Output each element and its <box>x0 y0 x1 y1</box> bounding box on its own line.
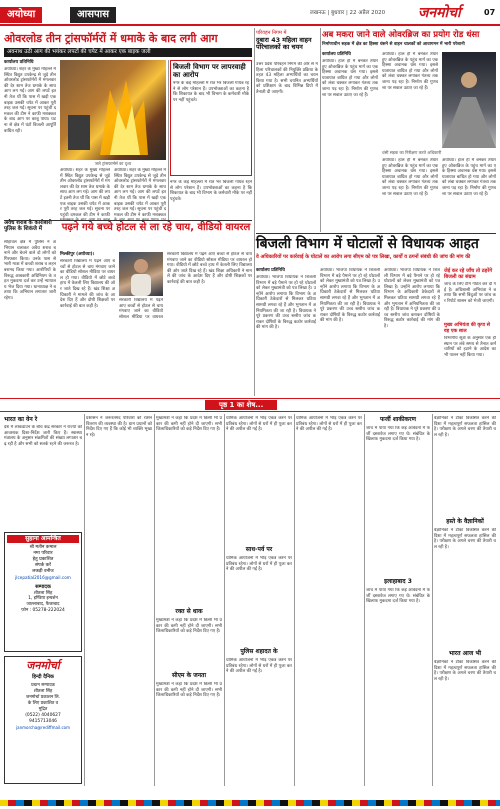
continued-col6-title: हस्ते के वैज्ञानिकों <box>446 518 484 525</box>
banner-subhead: वे अधिकारियों पर कार्रवाई के घोटालें का आरोप लगा सीएम को पत्र लिखा, कार्यों व ठगनों संबंधी की जांच की मांग की <box>256 254 471 260</box>
story1-subhead: अवनाथ उठी आग की भयंकर लपटों की चपेट में आकर एक बाइक जली <box>4 48 252 57</box>
ad-line-0: श्री मतीन कमाल <box>29 545 57 550</box>
ad-contact-2: जाल्लाबाद, फैजाबाद <box>26 601 60 607</box>
continued-label: पृष्ठ 1 का शेष... <box>205 400 277 410</box>
continued-col3-title: रक्त से धाक <box>175 608 203 615</box>
fire-icon <box>60 60 166 160</box>
overbridge-body-col3: अयोध्या। हाल ही में बनकर तैयार हुए ओवरब्रिज के पहुंच मार्ग का एक हिस्सा अचानक धंस गया। इससे यातायात बाधित हो गया और लोगों को लंबा चक्कर लगाकर गंतव्य तक जाना पड़ रहा है। निर्माण की गुणवत्ता पर सवाल उठाए जा रहे हैं। <box>382 158 438 197</box>
col-rule <box>84 414 85 786</box>
overbridge-body-col4: अयोध्या। हाल ही में बनकर तैयार हुए ओवरब्रिज के पहुंच मार्ग का एक हिस्सा अचानक धंस गया। इससे यातायात बाधित हो गया और लोगों को लंबा चक्कर लगाकर गंतव्य तक जाना पड़ रहा है। निर्माण की गुणवत्ता पर सवाल उठाए जा रहे हैं। <box>442 158 496 197</box>
continued-col3-title2: सीएम के जनता <box>171 672 207 679</box>
masthead-logo: जनमोर्चा <box>418 5 461 21</box>
col-rule <box>364 414 365 786</box>
continued-col4-title: साध-पर्व पर <box>245 546 273 553</box>
ad-title: सुहाना आमन्त्रित <box>7 535 79 543</box>
students-body-col2: सरकारी विद्यालय में पढ़ने आए बच्चों से होटल से चाय मंगवाए जाने का वीडियो सोशल मीडिया पर वायरल <box>119 298 163 319</box>
imprint-line-6: 9415713046 <box>29 718 57 724</box>
liquor-body: सोहावल क्षेत्र में पुलिस ने अभियान चलाकर अवैध शराब बनाने और बेचने वाले दो लोगों को गिरफ्तार किया। उनके पास से भारी मात्रा में कच्ची शराब व लहन बरामद किया गया। आरोपियों के विरुद्ध आबकारी अधिनियम के तहत मुकदमा दर्ज कर उन्हें न्यायालय भेज दिया गया। थानाध्यक्ष ने बताया कि अभियान लगातार जारी रहेगा। <box>4 240 56 301</box>
col-rule <box>154 414 155 786</box>
overbridge-body-col2: अयोध्या। हाल ही में बनकर तैयार हुए ओवरब्रिज के पहुंच मार्ग का एक हिस्सा अचानक धंस गया। इससे यातायात बाधित हो गया और लोगों को लंबा चक्कर लगाकर गंतव्य तक जाना पड़ रहा है। निर्माण की गुणवत्ता पर सवाल उठाए जा रहे हैं। <box>382 52 438 91</box>
ad-email[interactable]: jlcepatial2016@gmail.com <box>15 575 71 580</box>
continued-col1-title: भारत का वेन रे <box>4 416 38 423</box>
ad-contact-3: फ़ोन : 05278-222024 <box>21 607 65 613</box>
imprint-title: हिन्दी दैनिक <box>32 673 54 680</box>
ad-contact-1: 1, इण्डिया इन्वर्शन <box>28 596 58 602</box>
col-rule <box>320 28 321 232</box>
masthead-strip <box>0 2 500 26</box>
col-rule <box>168 60 169 220</box>
imprint-masthead: जनमोर्चा <box>26 659 60 672</box>
section-tab-aaspaas: आसपास <box>70 7 116 23</box>
imprint-line-3: के लिए प्रकाशित व <box>27 700 59 706</box>
banner-body-col1: अयोध्या। भाजपा विधायक ने बिजली विभाग में बड़े पैमाने पर हो रहे घोटालों को लेकर मुख्यमंत्री को पत्र लिखा है। उन्होंने आरोप लगाया कि विभाग के अधिकारी ठेकेदारों से मिलकर घटिया सामग्री लगवा रहे हैं और भुगतान में अनियमितता की जा रही है। विधायक ने पूरे प्रकरण की उच्च स्तरीय जांच कराकर दोषियों के विरुद्ध कठोर कार्रवाई की मांग की है। <box>256 275 316 331</box>
continued-col4b-body: धार्मिक आयोजनों में भीड़ एकत्र करने पर प्रतिबंध रहेगा। लोगों से घरों में ही पूजा करने की अपील की गई है। <box>296 416 362 433</box>
transport-kicker: परिवहन निगम में <box>256 30 287 36</box>
banner-rule <box>256 233 496 234</box>
fire-photo-caption: जले ट्रांसफार्मर्स का दृश्य <box>94 161 132 166</box>
continued-col4-body-b: धार्मिक आयोजनों में भीड़ एकत्र करने पर प्रतिबंध रहेगा। लोगों से घरों में ही पूजा करने की अपील की गई है। <box>226 556 292 573</box>
inquiry-sub-body: विभागीय सूत्रों के अनुसार एक ही स्थान पर लंबे समय से तैनात कर्मचारियों को हटाने के आदेश का भी पालन नहीं किया गया। <box>444 336 496 358</box>
continued-col3-body-c: मुख्यमंत्री ने कहा कि प्रदेश में किसी भी प्रकार की कमी नहीं होने दी जाएगी। सभी जिलाधिकारियों को कड़े निर्देश दिए गए हैं। <box>156 682 222 699</box>
ad-contact-title: सम्पादक <box>35 584 51 590</box>
continued-col5-title: फर्जी शाकीकरण <box>380 416 416 423</box>
imprint-line-4: मुद्रित <box>38 706 48 712</box>
power-box-title: बिजली विभाग पर लापरवाही का आरोप <box>173 63 246 79</box>
liquor-title: अवैध शराब के कारोबारी पुलिस के शिकंजे में <box>4 220 52 233</box>
road-icon <box>442 52 496 148</box>
transport-body: उत्तर प्रदेश परिवहन निगम की ओर से महिला परिचालकों की नियुक्ति प्रक्रिया के तहत 43 महिला अभ्यर्थियों का चयन किया गया है। सभी चयनित अभ्यर्थियों को प्रशिक्षण के बाद विभिन्न डिपो में तैनाती दी जाएगी। <box>256 62 318 95</box>
banner-reporter: कार्यालय प्रतिनिधि <box>256 268 285 273</box>
continued-col5-body-b: जांच में पाया गया कि कई आवेदनों में फर्जी दस्तावेज लगाए गए थे। संबंधित के खिलाफ मुकदमा दर्ज किया गया है। <box>366 588 430 605</box>
students-reporter: मिल्कीपुर (अयोध्या)। <box>60 252 95 257</box>
overbridge-photo <box>442 52 496 148</box>
overbridge-reporter: कार्यालय प्रतिनिधि <box>322 52 351 57</box>
col-rule <box>432 414 433 786</box>
inquiry-body: जांच के लिए टीम गठित कर दी गई है। अधिशासी अभियंता ने बताया कि सभी बिंदुओं पर जांच कर रिपोर्ट शासन को भेजी जाएगी। <box>444 282 496 304</box>
story1-headline: ओवरलोड तीन ट्रांसफॉर्मरों में धमाके के बाद लगी आग <box>4 32 218 45</box>
banner-body-col3: अयोध्या। भाजपा विधायक ने बिजली विभाग में बड़े पैमाने पर हो रहे घोटालों को लेकर मुख्यमंत्री को पत्र लिखा है। उन्होंने आरोप लगाया कि विभाग के अधिकारी ठेकेदारों से मिलकर घटिया सामग्री लगवा रहे हैं और भुगतान में अनियमितता की जा रही है। विधायक ने पूरे प्रकरण की उच्च स्तरीय जांच कराकर दोषियों के विरुद्ध कठोर कार्रवाई की मांग की है। <box>384 268 440 329</box>
continued-col5-title2: इलाहाबाद 3 <box>384 578 412 585</box>
continued-col4-body-a: धार्मिक आयोजनों में भीड़ एकत्र करने पर प्रतिबंध रहेगा। लोगों से घरों में ही पूजा करने की अपील की गई है। <box>226 416 292 433</box>
imprint-line-2: जनमोर्चा प्रकाशन लि. <box>25 694 61 700</box>
power-box <box>170 60 252 176</box>
ad-line-3: संपर्क करें <box>34 563 52 568</box>
continued-col2-body: प्रशासन ने जरूरतमंद परिवारों को राशन वितरण की व्यवस्था की है। ग्राम प्रधानों को निर्देश दिए गए हैं कि कोई भी व्यक्ति भूखा न रहे। <box>86 416 152 438</box>
continued-col6-body-c: वैज्ञानिकों ने टीका विकसित करने की दिशा में महत्वपूर्ण सफलता हासिल की है। परीक्षण के अगले चरण की तैयारी चल रही है। <box>434 660 496 682</box>
continued-col1-body: देश में लॉकडाउन के बीच केंद्र सरकार ने राज्यों को आवश्यक दिशा-निर्देश जारी किए हैं। स्वास्थ्य मंत्रालय के अनुसार संक्रमितों की संख्या लगातार बढ़ रही है और सभी को सतर्क रहने की जरूरत है। <box>4 425 82 447</box>
ad-contact-0: शीतला सिंह <box>33 590 53 596</box>
classified-ad <box>4 532 82 652</box>
fire-photo <box>60 60 166 160</box>
overbridge-caption: धंसी सड़क का निरीक्षण करते अधिकारी <box>382 150 442 155</box>
continued-col6-body-a: वैज्ञानिकों ने टीका विकसित करने की दिशा में महत्वपूर्ण सफलता हासिल की है। परीक्षण के अगले चरण की तैयारी चल रही है। <box>434 416 496 438</box>
ad-line-1: नमा परिवार <box>33 551 53 556</box>
overbridge-headline: अब मकरा जाने वाले ओवरब्रिज का प्रयोग रोड धंसा <box>322 30 480 40</box>
transport-headline: दुबारा 43 महिला वाहन परिचालकों का चयन <box>256 36 312 52</box>
continued-col5-body-a: जांच में पाया गया कि कई आवेदनों में फर्जी दस्तावेज लगाए गए थे। संबंधित के खिलाफ मुकदमा दर्ज किया गया है। <box>366 426 430 443</box>
banner-headline: बिजली विभाग में घोटालों से विधायक आहत <box>256 236 479 252</box>
continued-strip <box>0 398 500 412</box>
students-body-col3: सरकारी विद्यालय में पढ़ने आए बच्चों से होटल से चाय मंगवाए जाने का वीडियो सोशल मीडिया पर वायरल हो गया। वीडियो में छोटे बच्चे हाथ में केतली लिए विद्यालय की ओर जाते दिख रहे हैं। खंड शिक्षा अधिकारी ने मामले की जांच के आदेश दिए हैं और दोषी शिक्षकों पर कार्रवाई की बात कही है। <box>167 252 252 285</box>
story1-body-col1: अयोध्या। शहर के मुख्य मोहल्ले में स्थित विद्युत उपकेन्द्र से जुड़े तीन ओवरलोड ट्रांसफॉर्मरों में मंगलवार की देर शाम तेज धमाके के साथ आग लग गई। आग की लपटें इतनी तेज थीं कि पास में खड़ी एक बाइक उसकी चपेट में आकर पूरी तरह जल गई। सूचना पर पहुंची दमकल की टीम ने काफी मशक्कत के बाद आग पर काबू पाया। घटना से क्षेत्र में घंटों बिजली आपूर्ति बाधित रही। <box>4 67 56 134</box>
continued-col3-body-a: मुख्यमंत्री ने कहा कि प्रदेश में किसी भी प्रकार की कमी नहीं होने दी जाएगी। सभी जिलाधिकारियों को कड़े निर्देश दिए गए हैं। <box>156 416 222 433</box>
continued-col4-title2: पुलिस शहादत के <box>240 648 278 655</box>
story1-body-col3: अयोध्या। शहर के मुख्य मोहल्ले में स्थित विद्युत उपकेन्द्र से जुड़े तीन ओवरलोड ट्रांसफॉर्मरों में मंगलवार की देर शाम तेज धमाके के साथ आग लग गई। आग की लपटें इतनी तेज थीं कि पास में खड़ी एक बाइक उसकी चपेट में आकर पूरी तरह जल गई। सूचना पर पहुंची दमकल की टीम ने काफी मशक्कत <box>114 168 166 218</box>
students-body-col1: सरकारी विद्यालय में पढ़ने आए बच्चों से होटल से चाय मंगवाए जाने का वीडियो सोशल मीडिया पर वायरल हो गया। वीडियो में छोटे बच्चे हाथ में केतली लिए विद्यालय की ओर जाते दिख रहे हैं। खंड शिक्षा अधिकारी ने मामले की जांच के आदेश दिए हैं और दोषी शिक्षकों पर कार्रवाई की बात कही है। <box>60 259 115 309</box>
person-icon <box>119 252 163 296</box>
col-rule <box>294 414 295 786</box>
continued-col4-body-c: धार्मिक आयोजनों में भीड़ एकत्र करने पर प्रतिबंध रहेगा। लोगों से घरों में ही पूजा करने की अपील की गई है। <box>226 658 292 675</box>
inquiry-sub-title: मुख्य अभियंता की कृपा से वह एक साल <box>444 323 490 334</box>
power-box-continue: नगर के कई मोहल्लों में रात भर बिजली गायब रहने से लोग परेशान हैं। उपभोक्ताओं का कहना है कि शिकायत के बाद भी विभाग के कर्मचारी मौके पर नहीं पहुंचते। <box>170 180 252 202</box>
col-rule <box>254 28 255 396</box>
ad-line-4: लकड़ी वनीज <box>32 569 54 574</box>
color-registration-bar <box>0 800 500 806</box>
overbridge-body-col1: अयोध्या। हाल ही में बनकर तैयार हुए ओवरब्रिज के पहुंच मार्ग का एक हिस्सा अचानक धंस गया। इससे यातायात बाधित हो गया और लोगों को लंबा चक्कर लगाकर गंतव्य तक जाना पड़ रहा है। निर्माण की गुणवत्ता पर सवाल उठाए जा रहे हैं। <box>322 59 378 98</box>
imprint-line-1: शीतला सिंह <box>33 688 53 694</box>
imprint-line-0: प्रधान सम्पादक <box>31 682 55 688</box>
banner-body-col2: अयोध्या। भाजपा विधायक ने बिजली विभाग में बड़े पैमाने पर हो रहे घोटालों को लेकर मुख्यमंत्री को पत्र लिखा है। उन्होंने आरोप लगाया कि विभाग के अधिकारी ठेकेदारों से मिलकर घटिया सामग्री लगवा रहे हैं और भुगतान में अनियमितता की जा रही है। विधायक ने पूरे प्रकरण की उच्च स्तरीय जांच कराकर दोषियों के विरुद्ध कठोर कार्रवाई की मांग की है। <box>320 268 380 324</box>
date-line: लखनऊ | बुधवार | 22 अप्रैल 2020 <box>310 10 386 16</box>
inquiry-headline: जेई कर रहे जाँच तो ठहरेंगे बिजली का संग्राम <box>444 268 493 280</box>
continued-col6-body-b: वैज्ञानिकों ने टीका विकसित करने की दिशा में महत्वपूर्ण सफलता हासिल की है। परीक्षण के अगले चरण की तैयारी चल रही है। <box>434 528 496 550</box>
continued-col6-title2: भारत आज भी <box>448 650 482 657</box>
imprint-line-5: (0522) 4040627 <box>25 712 61 718</box>
imprint-email[interactable]: janmorcha@rediffmail.com <box>16 724 70 730</box>
section-tab-ayodhya: अयोध्या <box>0 7 42 23</box>
power-box-body: नगर के कई मोहल्लों में रात भर बिजली गायब रहने से लोग परेशान हैं। उपभोक्ताओं का कहना है कि शिकायत के बाद भी विभाग के कर्मचारी मौके पर नहीं पहुंचते। <box>173 81 249 103</box>
imprint-box <box>4 656 82 784</box>
students-photo <box>119 252 163 296</box>
ad-line-2: हेतु प्रकाशित <box>32 557 54 562</box>
story1-reporter: कार्यालय प्रतिनिधि <box>4 60 34 65</box>
overbridge-subhead: निर्माणाधीन सड़क में क्षेत्र का हिस्सा धंसने से वाहन चालकों को आवागमन में भारी परेशानी <box>322 42 465 47</box>
continued-col3-body-b: मुख्यमंत्री ने कहा कि प्रदेश में किसी भी प्रकार की कमी नहीं होने दी जाएगी। सभी जिलाधिकारियों को कड़े निर्देश दिए गए हैं। <box>156 618 222 635</box>
page-number: 07 <box>484 8 496 17</box>
col-rule <box>224 414 225 786</box>
students-headline: पढ़ने गये बच्चे होटल से ला रहे चाय, वीडियो वायरल <box>61 222 251 233</box>
row-rule <box>4 220 252 221</box>
story1-body-col2: अयोध्या। शहर के मुख्य मोहल्ले में स्थित विद्युत उपकेन्द्र से जुड़े तीन ओवरलोड ट्रांसफॉर्मरों में मंगलवार की देर शाम तेज धमाके के साथ आग लग गई। आग की लपटें इतनी तेज थीं कि पास में खड़ी एक बाइक उसकी चपेट में आकर पूरी तरह जल गई। सूचना पर पहुंची दमकल की टीम ने काफी <box>60 168 110 218</box>
